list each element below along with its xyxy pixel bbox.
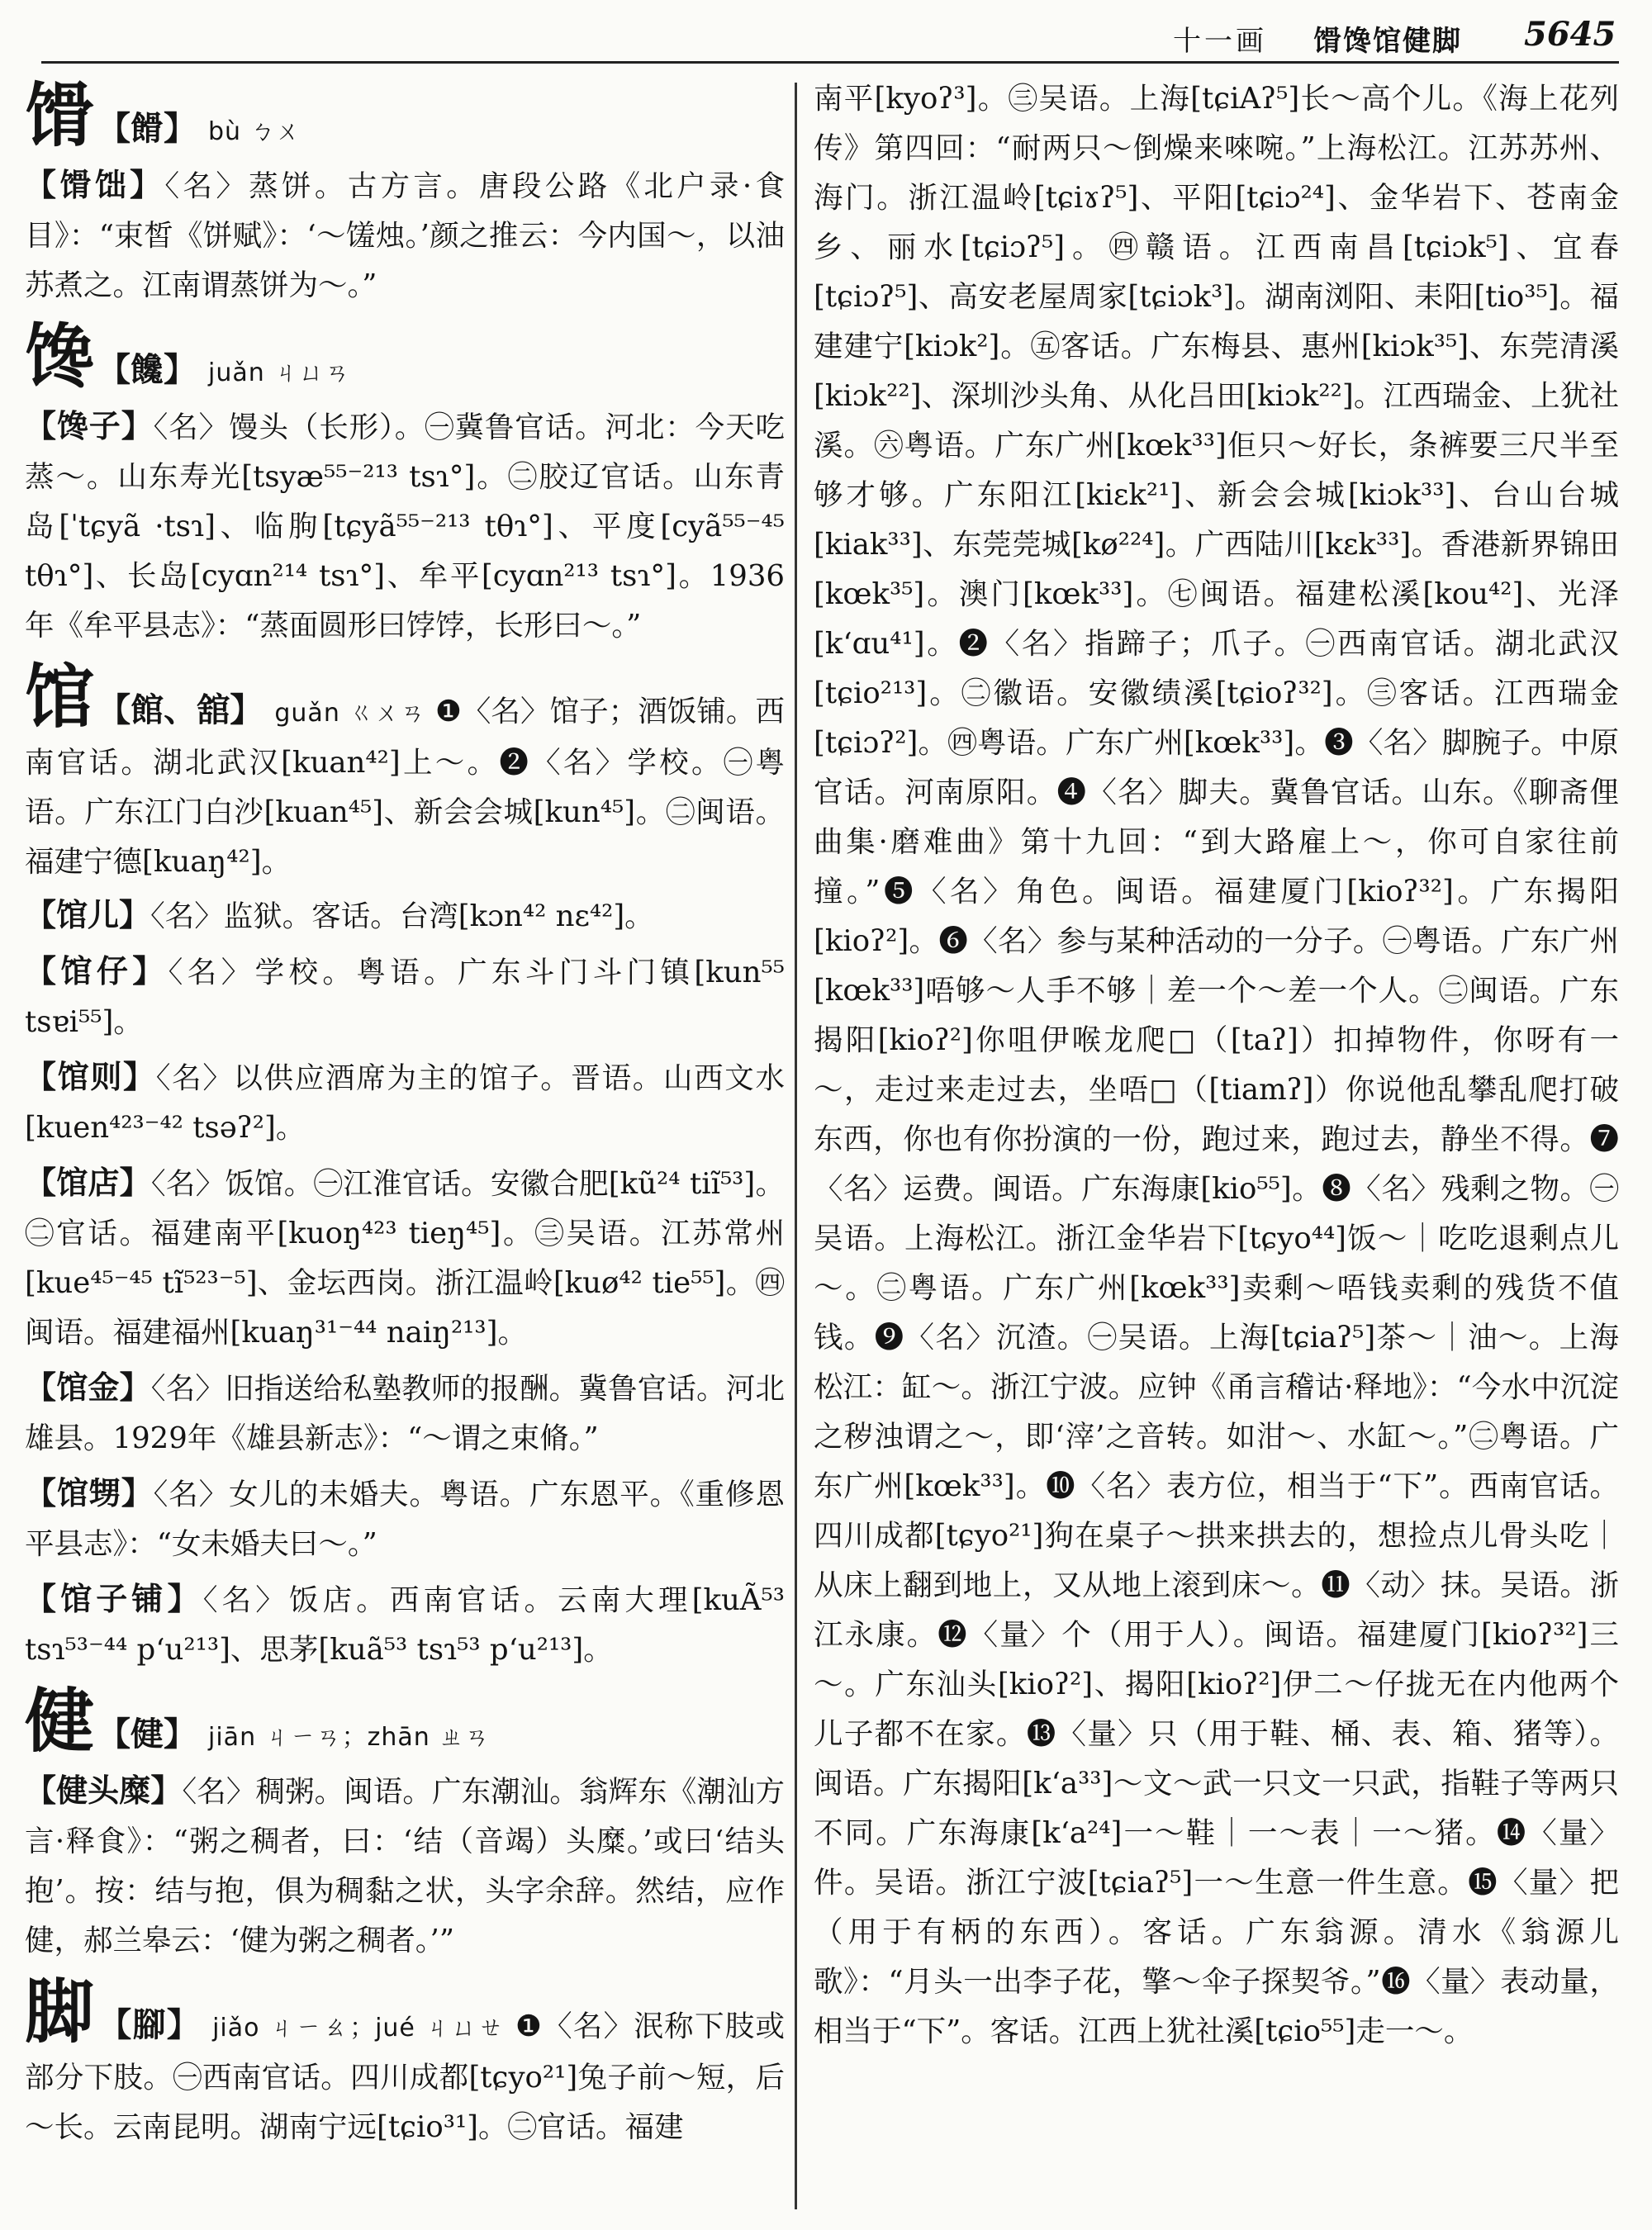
sub-entry: [25, 1363, 785, 1464]
headword: 馉: [25, 74, 95, 156]
sub-definition: 〈名〉监狱。客话。台湾[kɔn⁴² nɛ⁴²]。: [150, 899, 654, 933]
sub-lemma: 【馆子铺】: [25, 1580, 203, 1617]
headword: 健: [25, 1680, 95, 1762]
sub-definition: 〈名〉饭馆。㊀江淮官话。安徽合肥[kũ²⁴ tiĩ⁵³]。㊁官话。福建南平[kuoŋ⁴²³ tieŋ⁴⁵]。㊂吴语。江苏常州[kue⁴⁵⁻⁴⁵ tĩ⁵²³⁻⁵]、金坛西岗。浙江温岭[kuø⁴² tie⁵⁵]。㊃闽语。福建福州[kuaŋ³¹⁻⁴⁴ naiŋ²¹³]。: [25, 1167, 785, 1350]
sub-definition: 〈名〉饭店。西南官话。云南大理[kuÃ⁵³ tsɿ⁵³⁻⁴⁴ pʻu²¹³]、思茅[kuã⁵³ tsɿ⁵³ pʻu²¹³]。: [25, 1583, 785, 1667]
entry-definition: ❶〈名〉泯称下肢或部分下肢。㊀西南官话。四川成都[tɕyo²¹]兔子前～短，后～长。云南昆明。湖南宁远[tɕio³¹]。㊁官话。福建: [25, 2009, 785, 2144]
traditional-form: 【館、舘】: [97, 690, 263, 729]
sub-lemma: 【馆金】: [25, 1369, 151, 1406]
sub-entry: [25, 1468, 785, 1569]
header-section: 十一画: [1173, 25, 1267, 58]
sub-lemma: 【健头糜】: [25, 1772, 183, 1809]
header-rule: [41, 61, 1619, 64]
entry-jian: [25, 1680, 785, 1966]
sub-definition: 〈名〉旧指送给私塾教师的报酬。冀鲁官话。河北雄县。1929年《雄县新志》：“～谓之束脩。”: [25, 1372, 785, 1455]
traditional-form: 【餶】: [97, 109, 197, 148]
entry-jiao: [25, 1971, 785, 2152]
page-number: 5645: [1524, 15, 1616, 54]
sub-lemma: 【馆甥】: [25, 1474, 154, 1511]
sub-entry: [25, 1766, 785, 1966]
sub-definition: 〈名〉馒头（长形）。㊀冀鲁官话。河北：今天吃蒸～。山东寿光[tsyæ⁵⁵⁻²¹³ tsɿ°]。㊁胶辽官话。山东青岛[ˈtɕyã ·tsɿ]、临朐[tɕyã⁵⁵⁻²¹³ tθɿ°]、平度[cyã⁵⁵⁻⁴⁵ tθɿ°]、长岛[cyɑn²¹⁴ tsɿ°]、牟平[cyɑn²¹³ tsɿ°]。1936年《牟平县志》：“蒸面圆形曰饽饽，长形曰～。”: [25, 410, 785, 643]
sub-entry: [25, 947, 785, 1047]
traditional-form: 【饞】: [97, 350, 197, 389]
sub-definition: 〈名〉稠粥。闽语。广东潮汕。翁辉东《潮汕方言·释食》：“粥之稠者，曰：‘结（音竭）头糜。’或曰‘结头抱’。按：结与抱，俱为稠黏之状，头字余辞。然结，应作健，郝兰皋云：‘健为粥之稠者。’”: [25, 1775, 785, 1957]
headword: 脚: [25, 1971, 96, 2052]
pronunciation: jiǎo ㄐㄧㄠ；jué ㄐㄩㄝ: [212, 2014, 506, 2043]
sub-lemma: 【馆儿】: [25, 896, 151, 933]
left-column: [25, 74, 785, 2152]
headword: 馆: [25, 656, 95, 738]
sub-entry: [25, 1574, 785, 1675]
sub-definition: 〈名〉以供应酒席为主的馆子。晋语。山西文水[kuen⁴²³⁻⁴² tsəʔ²]。: [25, 1061, 785, 1145]
sub-entry: [25, 1052, 785, 1153]
traditional-form: 【健】: [97, 1715, 197, 1753]
pronunciation: guǎn ㄍㄨㄢ: [274, 699, 426, 728]
sub-lemma: 【馆仔】: [25, 952, 169, 989]
sub-definition: 〈名〉学校。粤语。广东斗门斗门镇[kun⁵⁵ tsɐi⁵⁵]。: [25, 956, 785, 1039]
entry-juan: [25, 316, 785, 651]
sub-lemma: 【馆则】: [25, 1058, 156, 1095]
entry-definition: ❶〈名〉馆子；酒饭铺。西南官话。湖北武汉[kuan⁴²]上～。❷〈名〉学校。㊀粤语。广东江门白沙[kuan⁴⁵]、新会会城[kun⁴⁵]。㊁闽语。福建宁德[kuaŋ⁴²]。: [25, 695, 785, 879]
sub-entry: [25, 401, 785, 651]
page-header: [0, 0, 1652, 64]
sub-definition: 〈名〉女儿的未婚夫。粤语。广东恩平。《重修恩平县志》：“女未婚夫曰～。”: [25, 1478, 785, 1561]
pronunciation: juǎn ㄐㄩㄢ: [208, 358, 351, 387]
header-characters: 馉馋馆健脚: [1313, 25, 1462, 58]
right-column: [814, 74, 1619, 2057]
headword: 馋: [25, 316, 95, 397]
column-divider: [795, 83, 797, 2209]
sub-definition: 〈名〉蒸饼。古方言。唐段公路《北户录·食目》：“束皙《饼赋》：‘～馐烛。’颜之推云：今内国～，以油苏煮之。江南谓蒸饼为～。”: [25, 169, 785, 302]
traditional-form: 【腳】: [98, 2005, 202, 2044]
sub-lemma: 【馋子】: [25, 407, 154, 444]
pronunciation: jiān ㄐㄧㄢ；zhān ㄓㄢ: [208, 1723, 491, 1752]
sub-entry: [25, 1158, 785, 1358]
pronunciation: bù ㄅㄨ: [208, 117, 301, 146]
sub-entry: [25, 160, 785, 311]
sub-lemma: 【馉饳】: [25, 166, 165, 203]
sub-lemma: 【馆店】: [25, 1164, 151, 1201]
sub-entry: [25, 890, 785, 942]
entry-guan: [25, 656, 785, 1675]
entry-jiao-continued: 南平[kyoʔ³]。㊂吴语。上海[tɕiAʔ⁵]长～高个儿。《海上花列传》第四回：“耐两只～倒燥来唻啘。”上海松江。江苏苏州、海门。浙江温岭[tɕiɤʔ⁵]、平阳[tɕiɔ²⁴]、金华岩下、苍南金乡、丽水[tɕiɔʔ⁵]。㊃赣语。江西南昌[tɕiɔk⁵]、宜春[tɕiɔʔ⁵]、高安老屋周家[tɕiɔk³]。湖南浏阳、耒阳[tio³⁵]。福建建宁[kiɔk²]。㊄客话。广东梅县、惠州[kiɔk³⁵]、东莞清溪[kiɔk²²]、深圳沙头角、从化吕田[kiɔk²²]。江西瑞金、上犹社溪。㊅粤语。广东广州[kœk³³]佢只～好长，条裤要三尺半至够才够。广东阳江[kiɛk²¹]、新会会城[kiɔk³³]、台山台城[kiak³³]、东莞莞城[kø²²⁴]。广西陆川[kɛk³³]。香港新界锦田[kœk³⁵]。澳门[kœk³³]。㊆闽语。福建松溪[kou⁴²]、光泽[kʻɑu⁴¹]。❷〈名〉指蹄子；爪子。㊀西南官话。湖北武汉[tɕio²¹³]。㊁徽语。安徽绩溪[tɕioʔ³²]。㊂客话。江西瑞金[tɕiɔʔ²]。㊃粤语。广东广州[kœk³³]。❸〈名〉脚腕子。中原官话。河南原阳。❹〈名〉脚夫。冀鲁官话。山东。《聊斋俚曲集·磨难曲》第十九回：“到大路雇上～，你可自家往前撞。”❺〈名〉角色。闽语。福建厦门[kioʔ³²]。广东揭阳[kioʔ²]。❻〈名〉参与某种活动的一分子。㊀粤语。广东广州[kœk³³]唔够～人手不够｜差一个～差一个人。㊁闽语。广东揭阳[kioʔ²]你咀伊喉龙爬□（[taʔ]）扣掉物件，你呀有一～，走过来走过去，坐唔□（[tiamʔ]）你说他乱攀乱爬打破东西，你也有你扮演的一份，跑过来，跑过去，静坐不得。❼〈名〉运费。闽语。广东海康[kio⁵⁵]。❽〈名〉残剩之物。㊀吴语。上海松江。浙江金华岩下[tɕyo⁴⁴]饭～｜吃吃退剩点儿～。㊁粤语。广东广州[kœk³³]卖剩～唔钱卖剩的残货不值钱。❾〈名〉沉渣。㊀吴语。上海[tɕiaʔ⁵]茶～｜油～。上海松江：缸～。浙江宁波。应钟《甬言稽诂·释地》：“今水中沉淀之秽浊谓之～，即‘滓’之音转。如泔～、水缸～。”㊁粤语。广东广州[kœk³³]。❿〈名〉表方位，相当于“下”。西南官话。四川成都[tɕyo²¹]狗在桌子～拱来拱去的，想捡点儿骨头吃｜从床上翻到地上，又从地上滚到床～。⓫〈动〉抹。吴语。浙江永康。⓬〈量〉个（用于人）。闽语。福建厦门[kioʔ³²]三～。广东汕头[kioʔ²]、揭阳[kioʔ²]伊二～仔拢无在内他两个儿子都不在家。⓭〈量〉只（用于鞋、桶、表、箱、猪等）。闽语。广东揭阳[kʻa³³]～文～武一只文一只武，指鞋子等两只不同。广东海康[kʻa²⁴]一～鞋｜一～表｜一～猪。⓮〈量〉件。吴语。浙江宁波[tɕiaʔ⁵]一～生意一件生意。⓯〈量〉把（用于有柄的东西）。客话。广东翁源。清水《翁源儿歌》：“月头一出李子花，擎～伞子探契爷。”⓰〈量〉表动量，相当于“下”。客话。江西上犹社溪[tɕio⁵⁵]走一～。: [814, 82, 1619, 2048]
entry-gu: [25, 74, 785, 311]
